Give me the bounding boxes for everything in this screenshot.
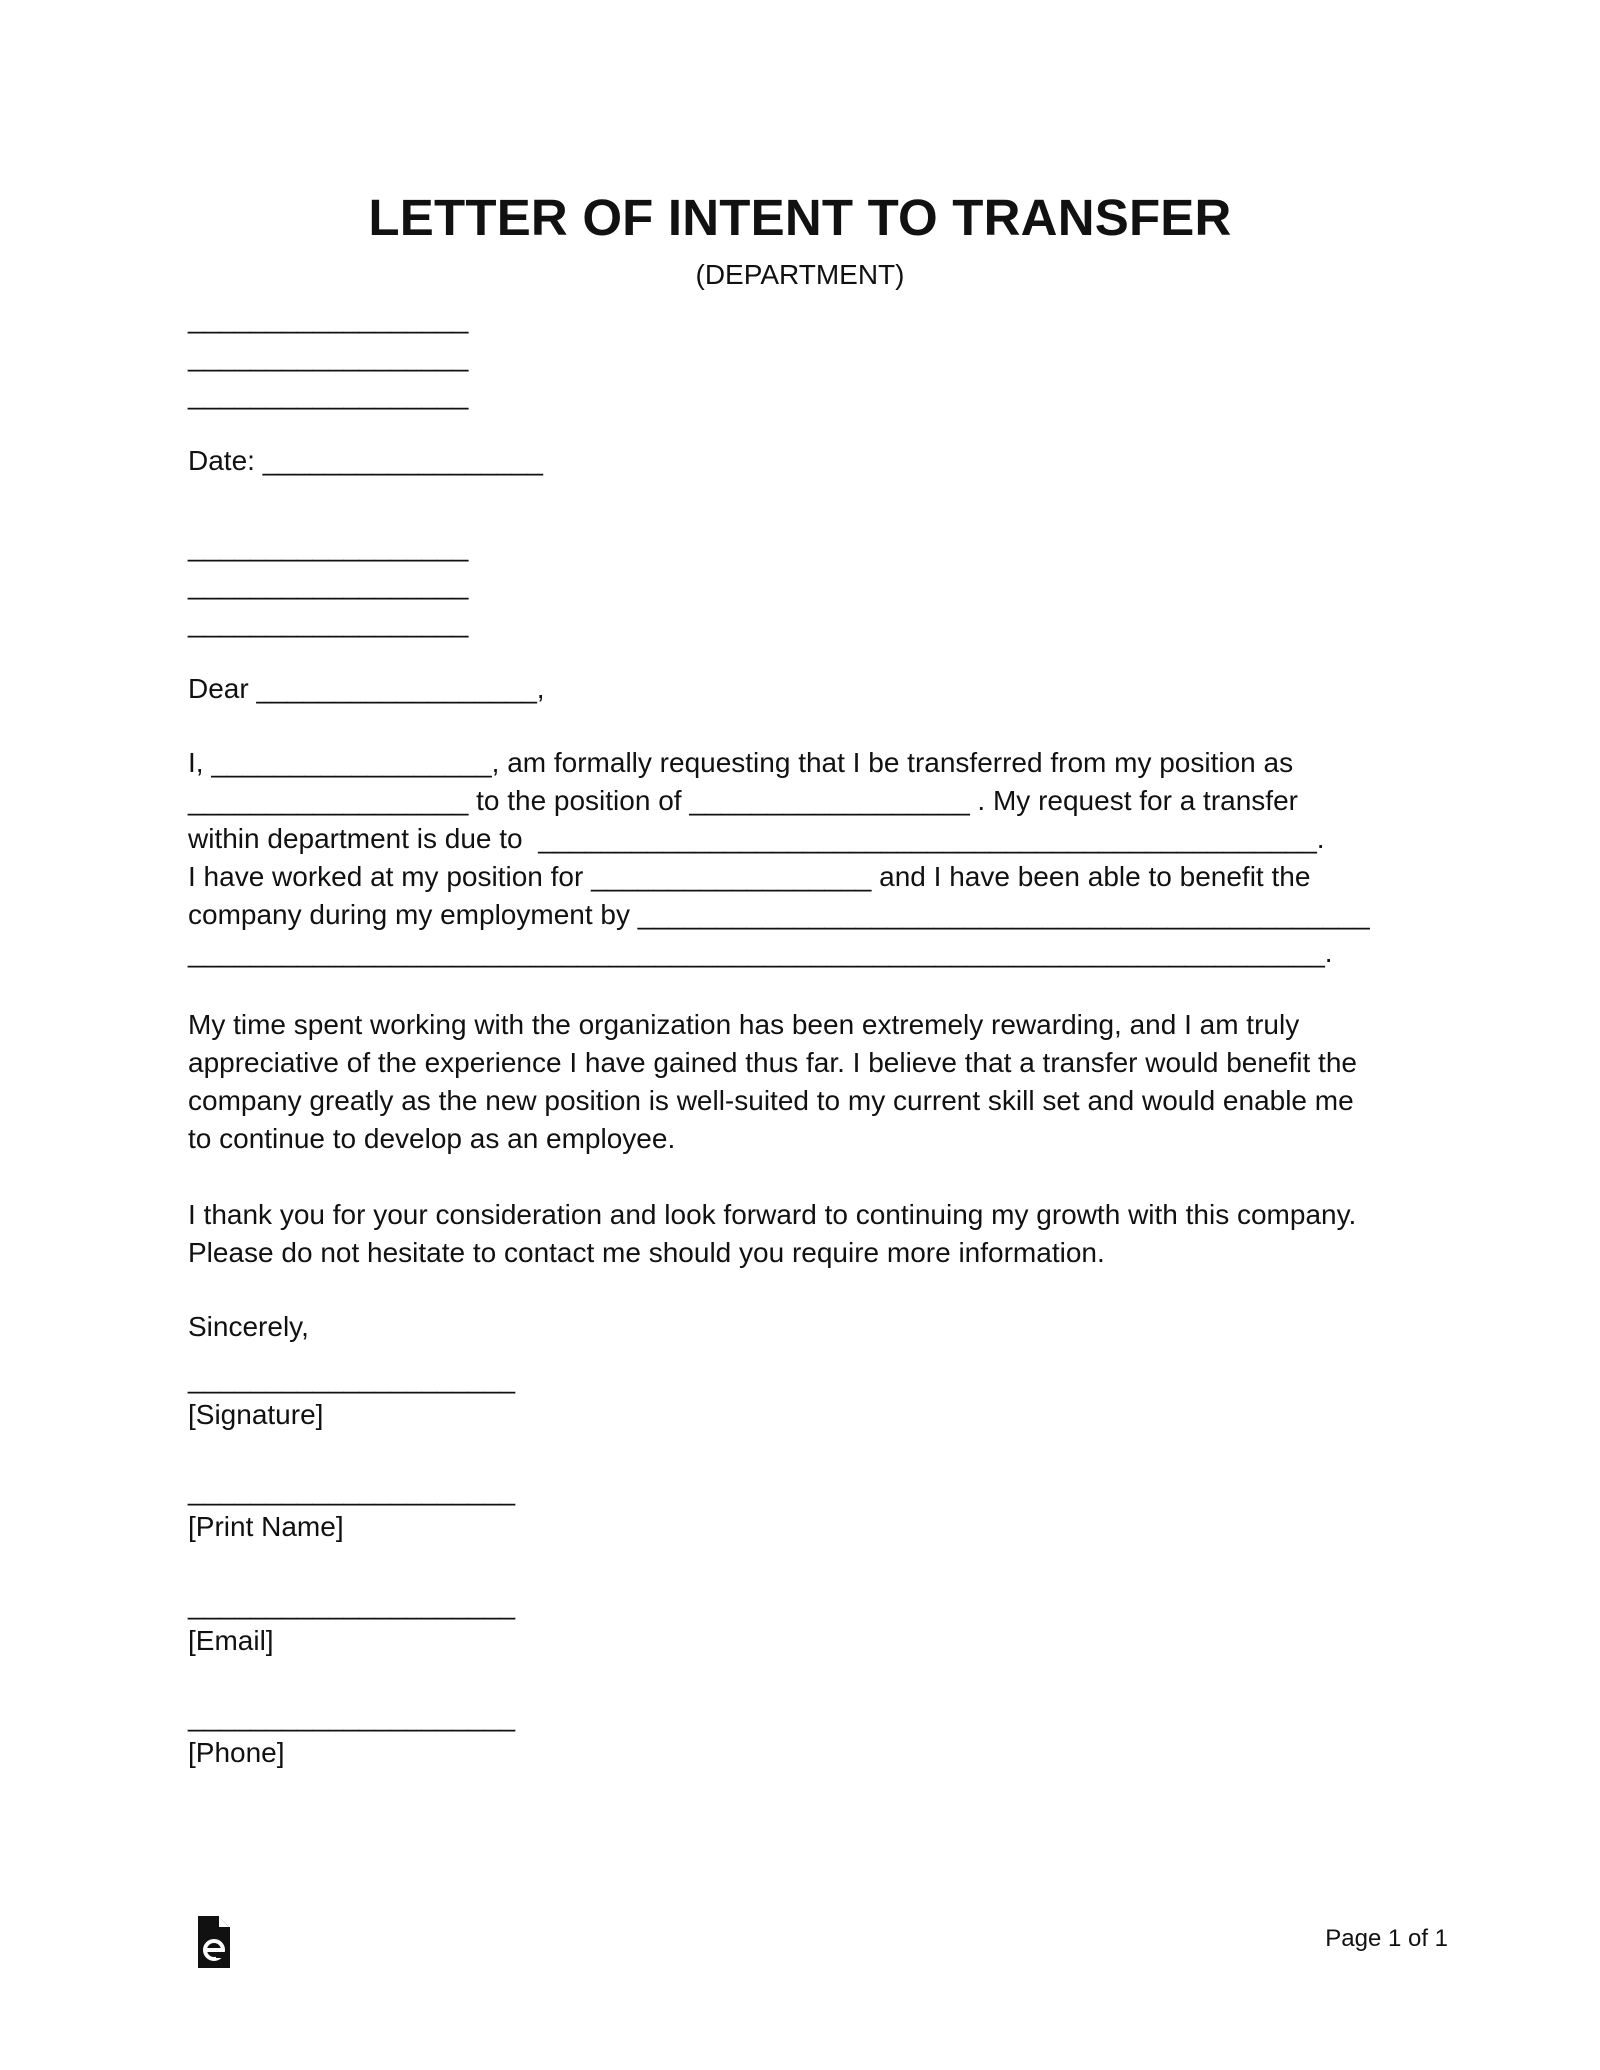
closing: Sincerely, — [188, 1311, 309, 1342]
email-label: [Email] — [188, 1625, 274, 1656]
document-title: LETTER OF INTENT TO TRANSFER — [368, 189, 1232, 246]
body-paragraph-3: I thank you for your consideration and look forward to continuing my growth with this company. Please do not hesitate to contact me should you require more information. — [188, 1199, 1357, 1268]
phone-label: [Phone] — [188, 1737, 285, 1768]
signature-line: _____________________ — [188, 1363, 516, 1394]
eforms-logo-icon — [194, 1916, 234, 1968]
page-number: Page 1 of 1 — [1325, 1925, 1448, 1952]
sender-line: __________________ — [188, 303, 469, 334]
document-subtitle: (DEPARTMENT) — [695, 259, 905, 290]
body-paragraph-1-line: company during my employment by _______________________________________________ — [188, 899, 1370, 930]
body-paragraph-1-line: I, __________________, am formally requesting that I be transferred from my position as — [188, 747, 1294, 778]
date-line: Date: __________________ — [188, 445, 544, 476]
signature-label: [Signature] — [188, 1399, 324, 1430]
body-paragraph-1-line: _________________________________________________________________________. — [188, 937, 1333, 968]
sender-line: __________________ — [188, 379, 469, 410]
sender-line: __________________ — [188, 341, 469, 372]
salutation: Dear __________________, — [188, 673, 545, 704]
print-name-line: _____________________ — [188, 1475, 516, 1506]
body-paragraph-2: My time spent working with the organization has been extremely rewarding, and I am truly appreciative of the experience I have gained thus far. I believe that a transfer would benefit the company greatly as the new position is well-suited to my current skill set and would enable me to continue to develop as an employee. — [188, 1009, 1357, 1154]
recipient-line: __________________ — [188, 531, 469, 562]
phone-line: _____________________ — [188, 1701, 516, 1732]
recipient-line: __________________ — [188, 569, 469, 600]
body-paragraph-1-line: __________________ to the position of __________________ . My request for a transfer — [188, 785, 1298, 816]
body-paragraph-1-line: within department is due to __________________________________________________. — [188, 823, 1325, 854]
print-name-label: [Print Name] — [188, 1511, 344, 1542]
recipient-line: __________________ — [188, 607, 469, 638]
email-line: _____________________ — [188, 1589, 516, 1620]
body-paragraph-1-line: I have worked at my position for __________________ and I have been able to benefit the — [188, 861, 1311, 892]
